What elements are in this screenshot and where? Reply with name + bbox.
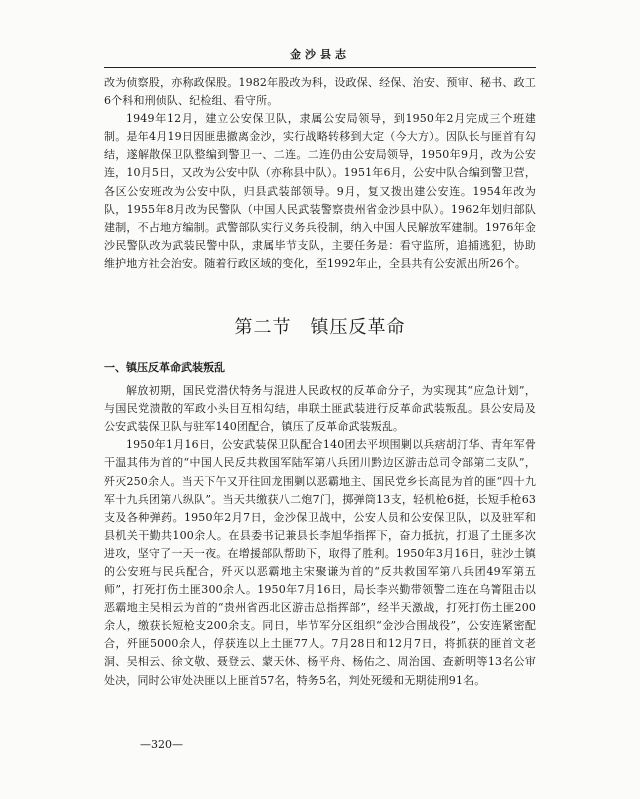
paragraph: 1949年12月，建立公安保卫队，隶属公安局领导，到1950年2月完成三个班建制。是年4月19日因匪患撤离金沙，实行战略转移到大定（今大方）。因队长与匪首有勾结，遂解散保卫队整编到警卫一、二连。二连仍由公安局领导，1950年9月，改为公安连，10月5日，又改为公安中队（亦称县中队）。1951年6月，公安中队合编到警卫营，各区公安班改为公安中队，归县武装部领导。9月，复又拨出建公安连。1954年改为队，1955年8月改为民警队（中国人民武装警察贵州省金沙县中队）。1962年划归部队建制，不占地方编制。武警部队实行义务兵役制，纳入中国人民解放军建制。1976年金沙民警队改为武装民警中队，隶属毕节支队，主要任务是：看守监所，追捕逃犯，协助维护地方社会治安。随着行政区域的变化，至1992年止，全县共有公安派出所26个。	[104, 112, 536, 270]
section-title: 第二节 镇压反革命	[234, 317, 406, 339]
page-body	[104, 74, 536, 690]
paragraph: 改为侦察股，亦称政保股。1982年股改为科，设政保、经保、治安、预审、秘书、政工6个科和刑侦队、纪检组、看守所。	[104, 76, 536, 108]
header-rule	[104, 67, 536, 68]
running-header-title: 金沙县志	[290, 48, 350, 61]
paragraph: 解放初期，国民党潜伏特务与混进人民政权的反革命分子，为实现其“应急计划”，与国民党溃散的军政小头目互相勾结，串联土匪武装进行反革命武装叛乱。县公安局及公安武装保卫队与驻军140团配合，镇压了反革命武装叛乱。	[104, 384, 536, 434]
page-number: —320—	[140, 738, 183, 751]
subsection-title: 一、镇压反革命武装叛乱	[104, 361, 225, 375]
paragraph: 1950年1月16日，公安武装保卫队配合140团去平坝围剿以兵痞胡汀华、青年军骨干温其伟为首的“中国人民反共救国军陆军第八兵团川黔边区游击总司令部第二支队”，歼灭250余人。当天下午又开往回龙围剿以恶霸地主、国民党乡长高昆为首的匪“四十九军十九兵团第八纵队”。当天共缴获八二炮7门，掷弹筒13支，轻机枪6挺，长短手枪63支及各种弹药。1950年2月7日，金沙保卫战中，公安人员和公安保卫队，以及驻军和县机关干勤共100余人。在县委书记兼县长李旭华指挥下，奋力抵抗，打退了土匪多次进攻，坚守了一天一夜。在增援部队帮助下，取得了胜利。1950年3月16日，驻沙土镇的公安班与民兵配合，歼灭以恶霸地主宋聚谦为首的“反共救国军第八兵团49军第五师”，打死打伤土匪300余人。1950年7月16日，局长李兴勤带领警二连在乌箐阻击以恶霸地主吴相云为首的“贵州省西北区游击总指挥部”，经半天激战，打死打伤土匪200余人，缴获长短枪支200余支。同日，毕节军分区组织“金沙合围战役”，公安连紧密配合，歼匪5000余人，俘获连以上土匪77人。7月28日和12月7日，将抓获的匪首文老洞、吴相云、徐文敬、聂登云、蒙天休、杨平舟、杨佑之、周治国、查新明等13名公审处决，同时公审处决匪以上匪首57名，特务5名，判处死缓和无期徒刑91名。	[104, 438, 536, 687]
